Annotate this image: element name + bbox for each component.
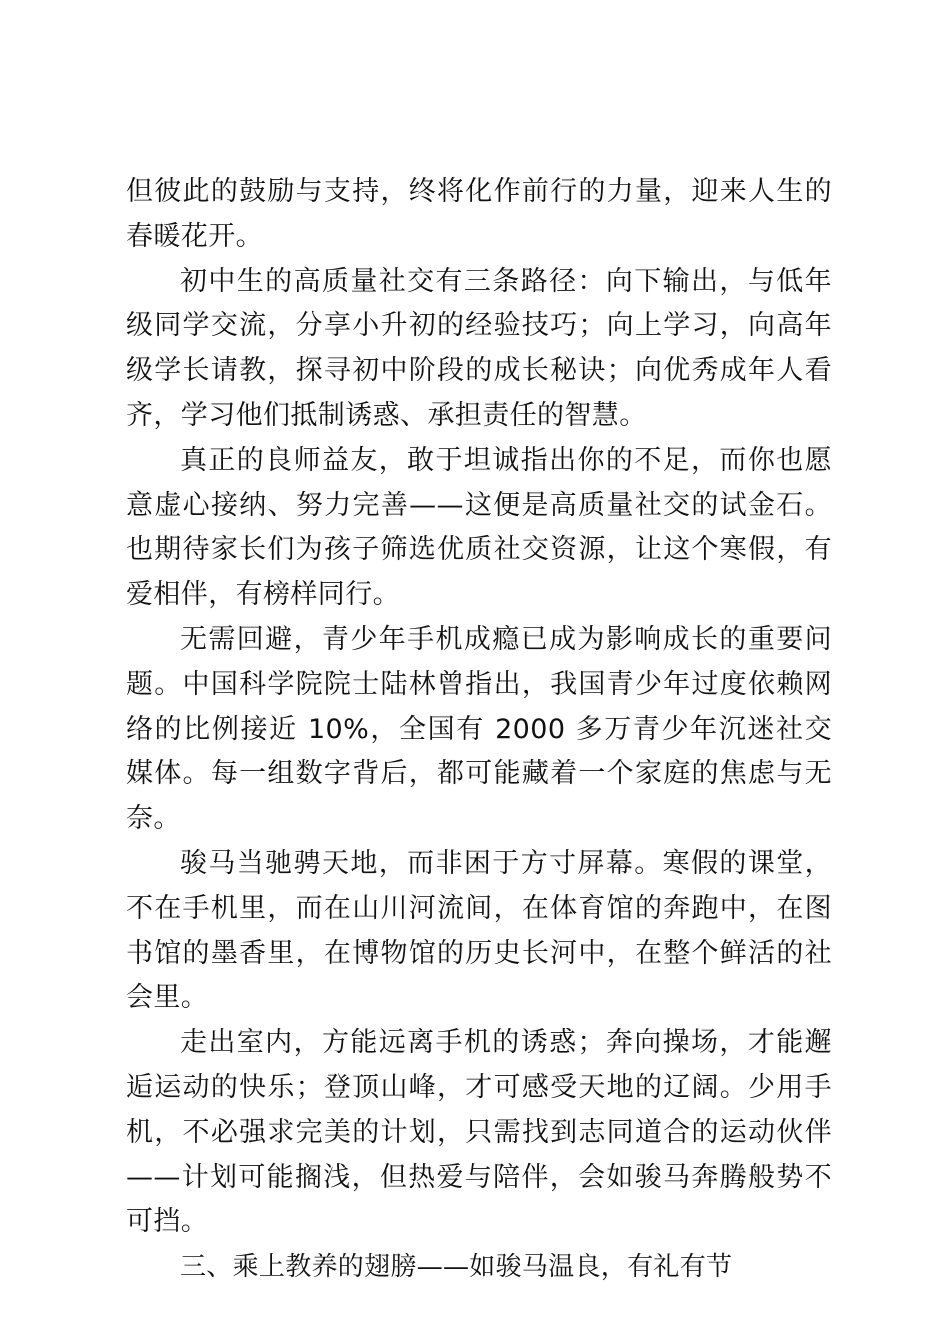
document-body: [126, 170, 832, 1290]
section-heading: 三、乘上教养的翅膀——如骏马温良，有礼有节: [180, 1252, 733, 1283]
paragraph-mentors: 真正的良师益友，敢于坦诚指出你的不足，而你也愿意虚心接纳、努力完善——这便是高质量社交的试金石。也期待家长们为孩子筛选优质社交资源，让这个寒假，有爱相伴，有榜样同行。: [126, 444, 832, 611]
paragraph-beyond-screens: 骏马当驰骋天地，而非困于方寸屏幕。寒假的课堂，不在手机里，而在山川河流间，在体育馆的奔跑中，在图书馆的墨香里，在博物馆的历史长河中，在整个鲜活的社会里。: [126, 847, 832, 1014]
paragraph-continuation: 但彼此的鼓励与支持，终将化作前行的力量，迎来人生的春暖花开。: [126, 176, 832, 252]
paragraph-phone-addiction: 无需回避，青少年手机成瘾已成为影响成长的重要问题。中国科学院院士陆林曾指出，我国青少年过度依赖网络的比例接近 10%，全国有 2000 多万青少年沉迷社交媒体。每一组数字背后，都可能藏着一个家庭的焦虑与无奈。: [126, 623, 832, 835]
paragraph-social-paths: 初中生的高质量社交有三条路径：向下输出，与低年级同学交流，分享小升初的经验技巧；向上学习，向高年级学长请教，探寻初中阶段的成长秘诀；向优秀成年人看齐，学习他们抵制诱惑、承担责任的智慧。: [126, 265, 832, 431]
paragraph-go-outdoors: 走出室内，方能远离手机的诱惑；奔向操场，才能邂逅运动的快乐；登顶山峰，才可感受天地的辽阔。少用手机，不必强求完美的计划，只需找到志同道合的运动伙伴——计划可能搁浅，但热爱与陪伴，会如骏马奔腾般势不可挡。: [126, 1027, 832, 1238]
